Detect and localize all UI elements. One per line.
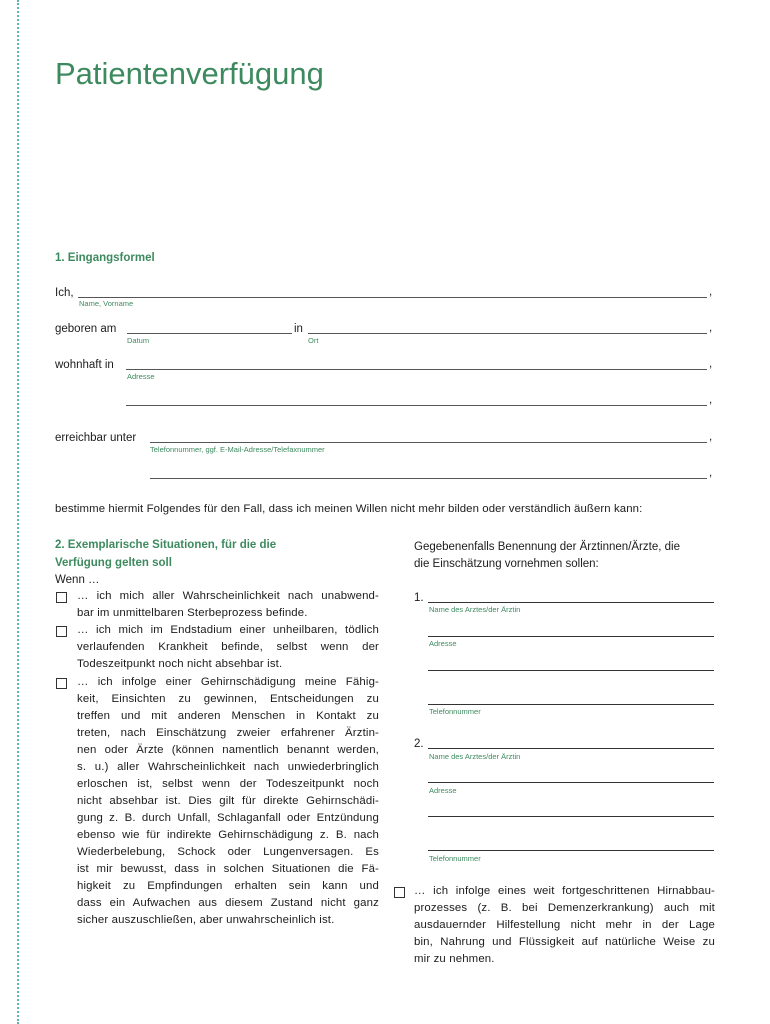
date-caption: Datum — [127, 336, 150, 345]
comma: , — [709, 358, 713, 370]
address-field-1[interactable] — [126, 369, 707, 370]
doctor1-phone-field[interactable] — [428, 704, 714, 705]
situation1-line: … ich mich aller Wahrscheinlichkeit nach unabwend- — [77, 590, 379, 602]
comma: , — [709, 431, 713, 443]
doctor2-name-field[interactable] — [428, 748, 714, 749]
doctor2-phone-field[interactable] — [428, 850, 714, 851]
situation3-line: ebenso wie für indirekte Gehirnschädigung z. B. nach — [77, 829, 379, 841]
section2-heading-line1: 2. Exemplarische Situationen, für die die — [55, 539, 277, 551]
situation3-line: sicher auszuschließen, aber unwahrscheinlich ist. — [77, 914, 335, 926]
comma: , — [709, 286, 713, 298]
doctor2-number: 2. — [414, 738, 424, 750]
born-label: geboren am — [55, 323, 117, 335]
situation3-line: ist mir bewusst, dass in solchen Situationen die Fä- — [77, 863, 379, 875]
comma: , — [709, 322, 713, 334]
situation4-line: … ich infolge eines weit fortgeschrittenen Hirnabbau- — [414, 885, 715, 897]
doctor1-number: 1. — [414, 592, 424, 604]
situation3-checkbox[interactable] — [56, 678, 67, 689]
ich-label: Ich, — [55, 287, 74, 299]
situation4-checkbox[interactable] — [394, 887, 405, 898]
place-caption: Ort — [308, 336, 319, 345]
statement-text: bestimme hiermit Folgendes für den Fall, dass ich meinen Willen nicht mehr bilden oder verständlich äußern kann: — [55, 503, 643, 515]
doctor1-name-caption: Name des Arztes/der Ärztin — [429, 605, 521, 614]
doctors-heading-line2: die Einschätzung vornehmen sollen: — [414, 558, 599, 570]
doctor2-address-field-2[interactable] — [428, 816, 714, 817]
situation2-line: verlaufenden Krankheit befinde, selbst wenn der — [77, 641, 379, 653]
page-title: Patientenverfügung — [55, 56, 324, 91]
situation3-line: treffen und mit anderen Menschen in Kontakt zu — [77, 710, 379, 722]
name-caption: Name, Vorname — [79, 299, 134, 308]
comma: , — [709, 394, 713, 406]
doctor2-phone-caption: Telefonnummer — [429, 854, 481, 863]
birth-place-field[interactable] — [308, 333, 707, 334]
doctor2-address-caption: Adresse — [429, 786, 457, 795]
section2-heading-line2: Verfügung gelten soll — [55, 557, 172, 569]
situation3-line: nen oder Ärzte (können namentlich benannt werden, — [77, 744, 379, 756]
contact-field-1[interactable] — [150, 442, 707, 443]
situation3-line: s. u.) aller Wahrscheinlichkeit nach unwiederbringlich — [77, 761, 379, 773]
situation4-line: bin, Nahrung und Flüssigkeit auf natürliche Weise zu — [414, 936, 715, 948]
situation3-line: keit, Einsichten zu gewinnen, Entscheidungen zu — [77, 693, 379, 705]
doctor1-phone-caption: Telefonnummer — [429, 707, 481, 716]
situation4-line: ausdauernder Hilfestellung nicht mehr in der Lage — [414, 919, 715, 931]
situation3-line: gung z. B. durch Unfall, Schlaganfall oder Entzündung — [77, 812, 379, 824]
doctor2-name-caption: Name des Arztes/der Ärztin — [429, 752, 521, 761]
situation2-line: Todeszeitpunkt noch nicht absehbar ist. — [77, 658, 283, 670]
situation3-line: … ich infolge einer Gehirnschädigung meine Fähig- — [77, 676, 379, 688]
doctor2-address-field[interactable] — [428, 782, 714, 783]
situation3-line: higkeit zu Empfindungen erhalten sein kann und — [77, 880, 379, 892]
address-caption: Adresse — [127, 372, 155, 381]
situation4-line: mir zu nehmen. — [414, 953, 495, 965]
contact-field-2[interactable] — [150, 478, 707, 479]
situation3-text — [77, 674, 379, 929]
section1-heading: 1. Eingangsformel — [55, 252, 155, 264]
situation1-text — [77, 588, 379, 622]
situation1-checkbox[interactable] — [56, 592, 67, 603]
situation3-line: nicht absehbar ist. Dies gilt für direkte Gehirnschädi- — [77, 795, 379, 807]
situation2-line: … ich mich im Endstadium einer unheilbaren, tödlich — [77, 624, 379, 636]
doctor1-address-field-2[interactable] — [428, 670, 714, 671]
address-field-2[interactable] — [126, 405, 707, 406]
situation4-line: prozesses (z. B. bei Demenzerkrankung) auch mit — [414, 902, 715, 914]
reachable-label: erreichbar unter — [55, 432, 137, 444]
in-label: in — [294, 323, 303, 335]
doctor1-address-field[interactable] — [428, 636, 714, 637]
doctor1-address-caption: Adresse — [429, 639, 457, 648]
comma: , — [709, 467, 713, 479]
situation3-line: treten, nach Einschätzung zweier erfahrener Ärztin- — [77, 727, 379, 739]
left-margin-dotted-rule — [17, 0, 19, 1024]
birth-date-field[interactable] — [127, 333, 292, 334]
doctor1-name-field[interactable] — [428, 602, 714, 603]
wenn-intro: Wenn … — [55, 574, 100, 586]
situation2-checkbox[interactable] — [56, 626, 67, 637]
doctors-heading-line1: Gegebenenfalls Benennung der Ärztinnen/Ärzte, die — [414, 541, 680, 553]
situation3-line: Wiederbelebung, Schock oder Lungenversagen. Es — [77, 846, 379, 858]
situation3-line: dass ein Aufwachen aus diesem Zustand nicht ganz — [77, 897, 379, 909]
contact-caption: Telefonnummer, ggf. E-Mail-Adresse/Telefaxnummer — [150, 445, 325, 454]
residence-label: wohnhaft in — [55, 359, 114, 371]
situation3-line: erloschen ist, selbst wenn der Todeszeitpunkt noch — [77, 778, 379, 790]
situation4-text — [414, 883, 715, 968]
name-field[interactable] — [78, 297, 707, 298]
situation1-line: bar im unmittelbaren Sterbeprozess befinde. — [77, 607, 308, 619]
situation2-text — [77, 622, 379, 673]
